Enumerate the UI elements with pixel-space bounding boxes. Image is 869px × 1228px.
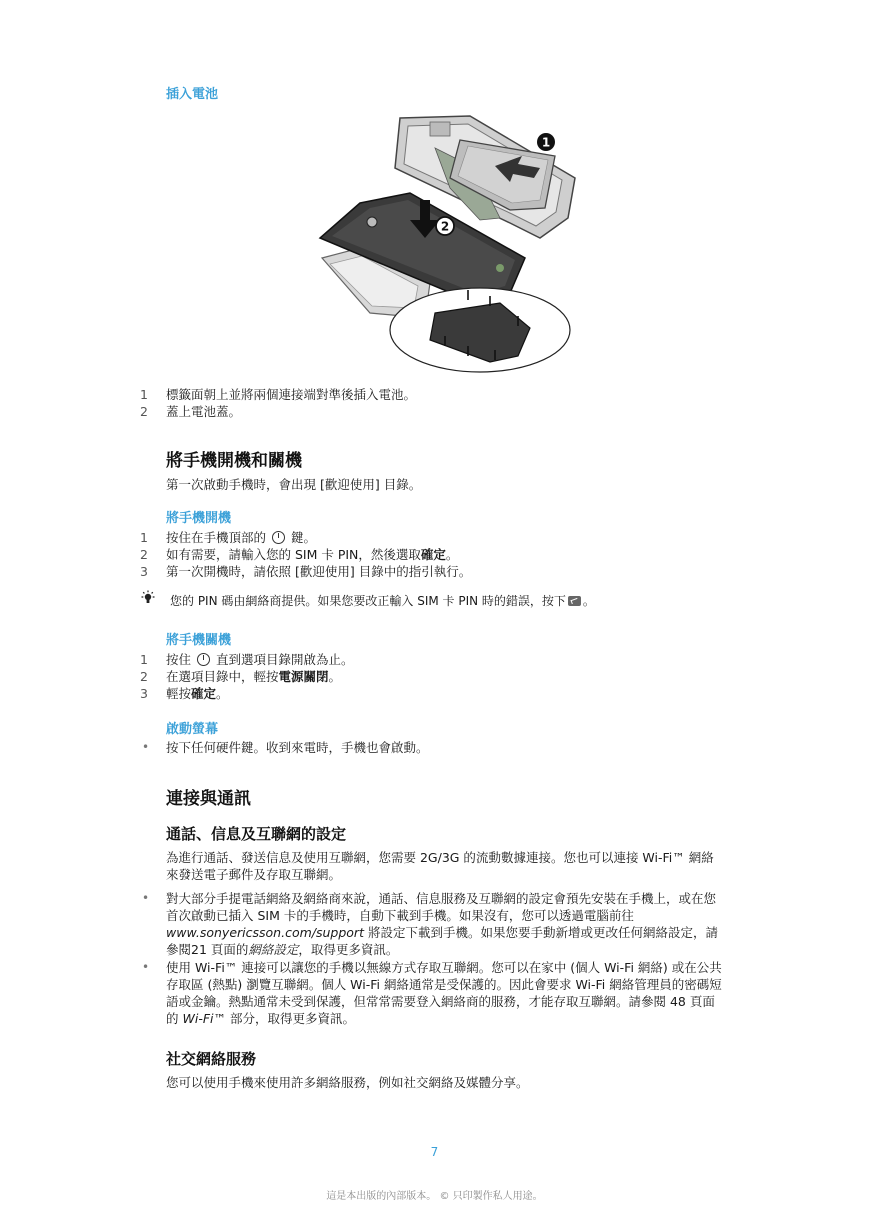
heading-power-off: 將手機關機 <box>166 633 232 648</box>
step-number: 3 <box>140 686 148 701</box>
connect-bullet-text <box>166 959 726 1027</box>
step-text-part: 如有需要，請輸入您的 SIM 卡 PIN，然後選取 <box>166 547 421 562</box>
heading-wake-screen: 啟動螢幕 <box>166 722 219 737</box>
step-text-part: 。 <box>216 686 229 701</box>
step-text: 蓋上電池蓋。 <box>166 404 242 419</box>
step-text <box>166 546 458 563</box>
power-intro: 第一次啟動手機時，會出現 [歡迎使用] 目錄。 <box>166 477 422 492</box>
support-url-text: www.sonyericsson.com/support <box>166 925 364 940</box>
step-text-part: 輕按 <box>166 686 192 701</box>
battery-illustration <box>300 108 580 373</box>
footer-notice: 這是本出版的內部版本。 © 只印製作私人用途。 <box>326 1191 543 1202</box>
heading-connect: 連接與通訊 <box>166 789 251 809</box>
social-text: 您可以使用手機來使用許多網絡服務，例如社交網絡及媒體分享。 <box>166 1075 529 1090</box>
network-settings-ref: 網絡設定 <box>248 942 299 957</box>
step-text <box>166 651 354 668</box>
step-text <box>166 668 341 685</box>
bullet: • <box>142 740 150 754</box>
connect-intro: 為進行通話、發送信息及使用互聯網，您需要 2G/3G 的流動數據連接。您也可以連接 Wi-Fi™ 網絡來發送電子郵件及存取互聯網。 <box>166 850 714 882</box>
step-number: 2 <box>140 404 148 419</box>
back-key-icon <box>568 596 581 606</box>
heading-power-on: 將手機開機 <box>166 511 232 526</box>
step-text-part: 按住 <box>166 652 192 667</box>
text-part: 對大部分手提電話網絡及網絡商來說，通話、信息服務及互聯網的設定會預先安裝在手機上，或在您首次啟動已插入 SIM 卡的手機時，自動下載到手機。如果沒有，您可以透過電腦前往 <box>166 891 717 923</box>
wake-text: 按下任何硬件鍵。收到來電時，手機也會啟動。 <box>166 740 429 755</box>
text-part: 將設定下載到手機。如果您要手動新增或更改任何網絡設定，請參閱21 頁面的 <box>166 925 718 957</box>
step-text-bold: 確定 <box>420 547 446 562</box>
bullet: • <box>142 891 150 905</box>
wifi-ref: Wi-Fi™ <box>182 1011 226 1026</box>
step-number: 1 <box>140 652 148 667</box>
svg-text:2: 2 <box>440 219 450 234</box>
step-text-part: 在選項目錄中，輕按 <box>166 669 279 684</box>
tip-lightbulb-icon <box>139 590 157 606</box>
step-number: 1 <box>140 387 148 402</box>
text-part: 使用 Wi-Fi™ 連接可以讓您的手機以無線方式存取互聯網。您可以在家中 (個人 Wi-Fi 網絡) 或在公共存取區 (熱點) 瀏覽互聯網。個人 Wi-Fi 網絡通常是受保護的。因此會要求 Wi-Fi 網絡管理員的密碼短語或金鑰。熱點通常未受到保護，但常常需要登入網絡商的服務，才能存取互聯網。請參閱 48 頁面的 <box>166 960 722 1026</box>
step-text <box>166 529 316 546</box>
step-text-part: 直到選項目錄開啟為止。 <box>215 652 354 667</box>
step-text: 標籤面朝上並將兩個連接端對準後插入電池。 <box>166 387 417 402</box>
step-text <box>166 685 229 702</box>
page-number: 7 <box>430 1145 439 1159</box>
step-text-part: 鍵。 <box>290 530 316 545</box>
step-number: 3 <box>140 564 148 579</box>
bullet: • <box>142 960 150 974</box>
step-text-part: 。 <box>445 547 459 562</box>
step-text-bold: 電源關閉 <box>278 669 329 684</box>
tip-text-part: 。 <box>582 594 595 608</box>
power-key-icon <box>272 531 285 544</box>
tip-text <box>170 593 595 609</box>
step-number: 2 <box>140 547 148 562</box>
svg-text:1: 1 <box>541 135 551 150</box>
step-text-part: 。 <box>328 669 342 684</box>
power-key-icon <box>197 653 210 666</box>
step-text-bold: 確定 <box>191 686 217 701</box>
tip-text-part: 您的 PIN 碼由網絡商提供。如果您要改正輸入 SIM 卡 PIN 時的錯誤，按下 <box>170 594 566 608</box>
heading-settings: 通話、信息及互聯網的設定 <box>166 825 347 843</box>
step-number: 1 <box>140 530 148 545</box>
step-text: 第一次開機時，請依照 [歡迎使用] 目錄中的指引執行。 <box>166 564 472 579</box>
heading-social: 社交網絡服務 <box>166 1050 257 1068</box>
text-part: ，取得更多資訊。 <box>298 942 399 957</box>
heading-insert-battery: 插入電池 <box>166 87 219 102</box>
step-text-part: 按住在手機頂部的 <box>166 530 267 545</box>
heading-power: 將手機開機和關機 <box>166 451 302 471</box>
connect-bullet-text <box>166 890 726 958</box>
step-number: 2 <box>140 669 148 684</box>
text-part: 部分，取得更多資訊。 <box>226 1011 355 1026</box>
